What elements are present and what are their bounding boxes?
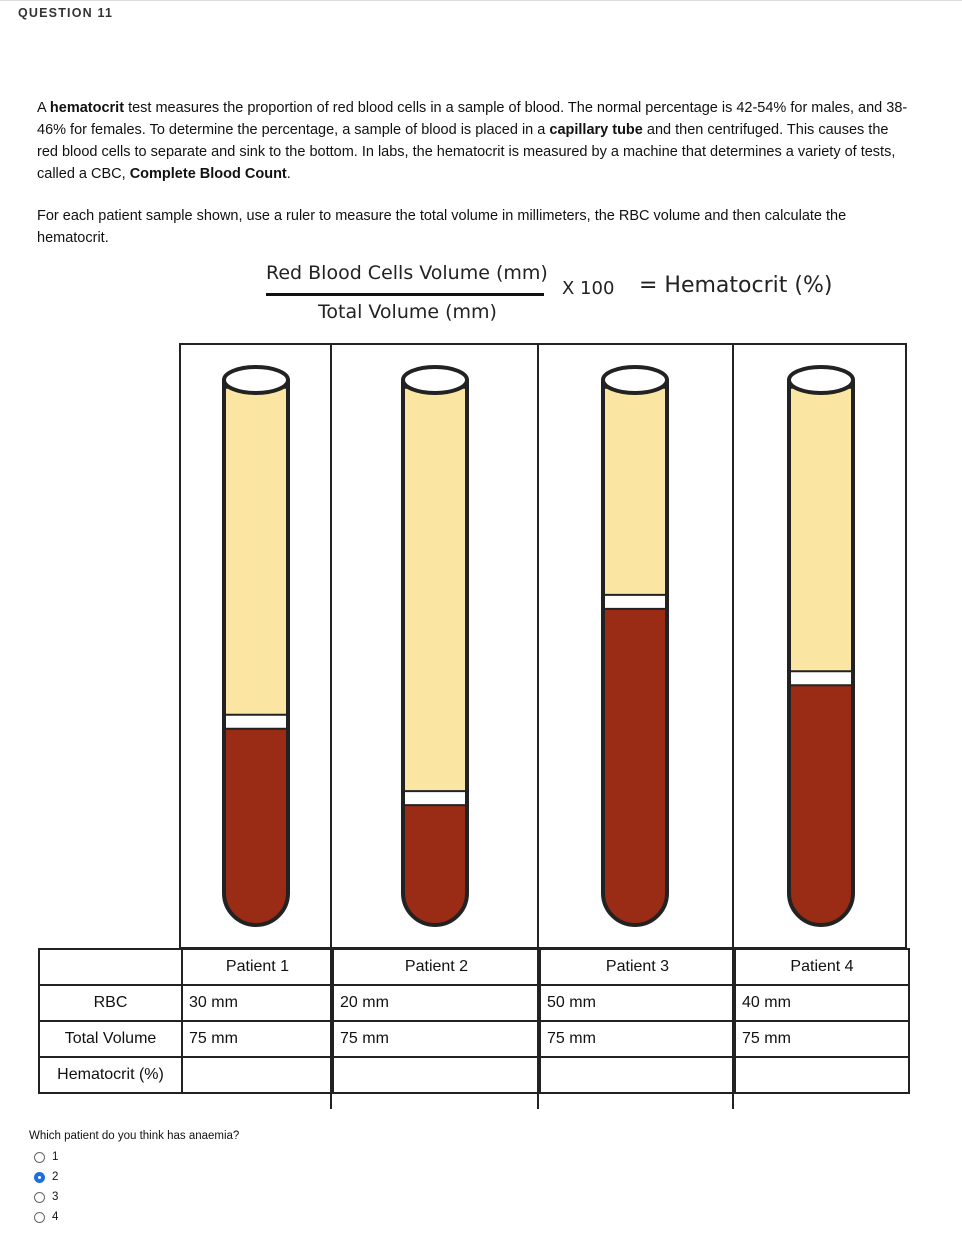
answer-option-3[interactable] [34,1189,58,1205]
plasma-layer [603,388,667,595]
answer-option-label-4: 4 [52,1211,59,1223]
measurements-table [38,948,910,1094]
intro-paragraph [37,97,912,185]
row-label-hematocrit: Hematocrit (%) [39,1057,182,1093]
tube-opening [224,367,288,393]
tube-opening [789,367,853,393]
intro-bold-cbc: Complete Blood Count [129,166,287,182]
answer-option-2[interactable] [34,1169,58,1185]
answer-option-label-1: 1 [52,1151,59,1163]
answer-option-label-3: 3 [52,1191,59,1203]
capillary-tube-patient-2 [395,355,475,935]
answer-option-4[interactable] [34,1209,58,1225]
radio-button-4[interactable] [34,1212,45,1223]
intro-text-e: . [286,166,291,182]
cell-rbc-patient-4[interactable]: 40 mm [735,985,909,1021]
formula-fraction-bar [266,293,544,296]
header-cell-patient-4: Patient 4 [735,949,909,985]
answer-option-1[interactable] [34,1149,58,1165]
cell-rbc-patient-3[interactable]: 50 mm [540,985,735,1021]
header-cell-patient-3: Patient 3 [540,949,735,985]
header-cell-patient-2: Patient 2 [333,949,540,985]
table-row-hematocrit [39,1057,909,1093]
plasma-layer [224,388,288,715]
top-divider [0,0,962,1]
cell-hematocrit-patient-1[interactable] [182,1057,333,1093]
buffy-coat-layer [403,791,467,805]
buffy-coat-layer [603,595,667,609]
question-prompt: Which patient do you think has anaemia? [29,1130,240,1142]
table-row-rbc [39,985,909,1021]
cell-hematocrit-patient-2[interactable] [333,1057,540,1093]
capillary-tube-patient-1 [216,355,296,935]
cell-hematocrit-patient-3[interactable] [540,1057,735,1093]
table-row-total-volume [39,1021,909,1057]
formula-numerator: Red Blood Cells Volume (mm) [266,262,548,284]
instructions-paragraph: For each patient sample shown, use a ruler to measure the total volume in millimeters, the RBC volume and then calculate the hematocrit. [37,208,847,246]
formula-denominator: Total Volume (mm) [318,301,497,323]
row-label-rbc: RBC [39,985,182,1021]
radio-button-2[interactable] [34,1172,45,1183]
plasma-layer [403,388,467,791]
red-blood-cell-layer [224,729,288,925]
buffy-coat-layer [224,715,288,729]
plasma-layer [789,388,853,671]
cell-volume-patient-3[interactable]: 75 mm [540,1021,735,1057]
header-cell-empty [39,949,182,985]
intro-text-d: and then centrifuged. This causes the red blood cells to separate and sink to the bottom. In labs, the hematocrit is measured by a machine that determines a variety of tests, called a CBC, [37,122,896,182]
red-blood-cell-layer [403,805,467,925]
intro-bold-capillary: capillary tube [549,122,643,138]
cell-hematocrit-patient-4[interactable] [735,1057,909,1093]
capillary-tube-patient-3 [595,355,675,935]
cell-volume-patient-4[interactable]: 75 mm [735,1021,909,1057]
radio-button-3[interactable] [34,1192,45,1203]
capillary-tube-patient-4 [781,355,861,935]
cell-rbc-patient-1[interactable]: 30 mm [182,985,333,1021]
answer-option-label-2: 2 [52,1171,59,1183]
red-blood-cell-layer [603,609,667,925]
header-cell-patient-1: Patient 1 [182,949,333,985]
formula-result: = Hematocrit (%) [639,273,833,298]
row-label-total-volume: Total Volume [39,1021,182,1057]
buffy-coat-layer [789,671,853,685]
cell-volume-patient-1[interactable]: 75 mm [182,1021,333,1057]
red-blood-cell-layer [789,685,853,925]
formula-multiplier: X 100 [562,278,615,299]
intro-bold-hematocrit: hematocrit [49,100,125,116]
intro-text-c: test measures the proportion of red blood cells in a sample of blood. The normal percentage is 42-54% for males, and 38-46% for females. To determine the percentage, a sample of blood is placed in a [37,100,908,138]
table-header-row [39,949,909,985]
question-label: QUESTION 11 [18,6,114,20]
tube-opening [603,367,667,393]
cell-volume-patient-2[interactable]: 75 mm [333,1021,540,1057]
tube-opening [403,367,467,393]
cell-rbc-patient-2[interactable]: 20 mm [333,985,540,1021]
intro-text-a: A [37,100,50,116]
radio-button-1[interactable] [34,1152,45,1163]
